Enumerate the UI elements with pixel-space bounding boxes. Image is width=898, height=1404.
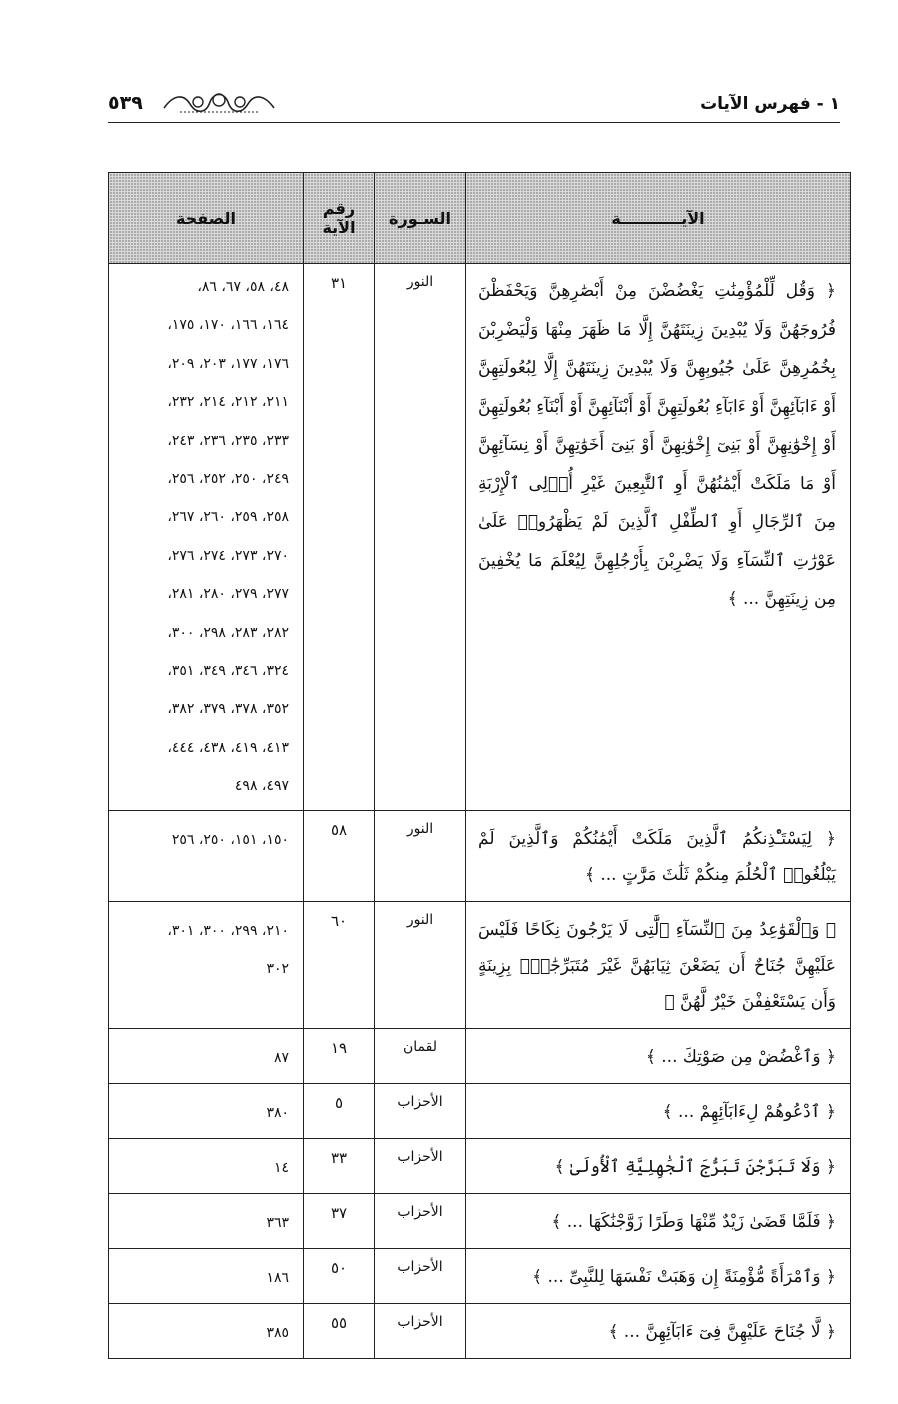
surah-name: الأحزاب xyxy=(375,1193,466,1248)
verse-number: ٣١ xyxy=(304,264,375,811)
page-reference-line: ٨٧ xyxy=(273,1049,289,1066)
page-reference-line: ١٦٤، ١٦٦، ١٧٠، ١٧٥، xyxy=(167,317,289,334)
page-reference-line: ٢٥٨، ٢٥٩، ٢٦٠، ٢٦٧، xyxy=(167,509,289,526)
page-reference-line: ٢٣٣، ٢٣٥، ٢٣٦، ٢٤٣، xyxy=(167,432,289,449)
verse-text: ﴿ وَٱغْضُضْ مِن صَوْتِكَ ... ﴾ xyxy=(466,1028,851,1083)
surah-name: النور xyxy=(375,810,466,901)
page-reference-line: ٤١٣، ٤١٩، ٤٣٨، ٤٤٤، xyxy=(167,739,289,756)
page-references xyxy=(109,1028,304,1083)
page-references xyxy=(109,901,304,1028)
page-reference-line: ٢٤٩، ٢٥٠، ٢٥٢، ٢٥٦، xyxy=(167,471,289,488)
table-row xyxy=(109,901,851,1028)
verse-number: ٥٠ xyxy=(304,1248,375,1303)
verse-text: ﴿ وَلَا تَبَرَّجْنَ تَبَرُّجَ ٱلْجَٰهِلِيَّةِ ٱلْأُولَىٰ ﴾ xyxy=(466,1138,851,1193)
table-row xyxy=(109,810,851,901)
page-reference-line: ١٧٦، ١٧٧، ٢٠٣، ٢٠٩، xyxy=(167,355,289,372)
verse-text: ﴿ وَٱلْقَوَٰعِدُ مِنَ ٱلنِّسَآءِ ٱلَّٰتِى لَا يَرْجُونَ نِكَاحًا فَلَيْسَ عَلَيْهِنَّ جُنَاحٌ أَن يَضَعْنَ ثِيَابَهُنَّ غَيْرَ مُتَبَرِّجَٰتٍۭ بِزِينَةٍ وَأَن يَسْتَعْفِفْنَ خَيْرٌ لَّهُنَّ ﴾ xyxy=(466,901,851,1028)
page-reference-line: ٢٨٢، ٢٨٣، ٢٩٨، ٣٠٠، xyxy=(167,624,289,641)
table-row xyxy=(109,1303,851,1358)
page-references xyxy=(109,1303,304,1358)
section-title: ١ - فهرس الآيات xyxy=(700,94,840,114)
page-reference-line: ٢٧٧، ٢٧٩، ٢٨٠، ٢٨١، xyxy=(167,586,289,603)
verse-text: ﴿ لِيَسْتَـْٔذِنكُمُ ٱلَّذِينَ مَلَكَتْ أَيْمَٰنُكُمْ وَٱلَّذِينَ لَمْ يَبْلُغُوا۟ ٱلْحُلُمَ مِنكُمْ ثَلَٰثَ مَرَّٰتٍ ... ﴾ xyxy=(466,810,851,901)
page-references xyxy=(109,1193,304,1248)
table-row xyxy=(109,1248,851,1303)
page-reference-line: ٢٧٠، ٢٧٣، ٢٧٤، ٢٧٦، xyxy=(167,547,289,564)
verse-number: ٦٠ xyxy=(304,901,375,1028)
verse-index-table xyxy=(108,172,851,1359)
table-row xyxy=(109,1138,851,1193)
table-header-row xyxy=(109,173,851,264)
page-reference-line: ٤٨، ٥٨، ٦٧، ٨٦، xyxy=(197,279,289,295)
surah-name: النور xyxy=(375,901,466,1028)
page-references xyxy=(109,1138,304,1193)
table-row xyxy=(109,264,851,811)
page-reference-line: ٣٢٤، ٣٤٦، ٣٤٩، ٣٥١، xyxy=(167,663,289,680)
header-verse-number: رقم الآية xyxy=(304,173,375,264)
page-number: ٥٣٩ xyxy=(108,92,143,114)
verse-number: ٣٧ xyxy=(304,1193,375,1248)
page-reference-line: ١٨٦ xyxy=(266,1269,289,1286)
surah-name: لقمان xyxy=(375,1028,466,1083)
verse-number: ٥٥ xyxy=(304,1303,375,1358)
verse-text: ﴿ ٱدْعُوهُمْ لِءَابَآئِهِمْ ... ﴾ xyxy=(466,1083,851,1138)
page-reference-line: ٢١١، ٢١٢، ٢١٤، ٢٣٢، xyxy=(167,394,289,411)
page-reference-line: ٣٨٥ xyxy=(266,1324,289,1341)
page-header xyxy=(108,84,840,130)
page-reference-line: ٣٨٠ xyxy=(266,1104,289,1121)
verse-text: ﴿ وَقُل لِّلْمُؤْمِنَٰتِ يَغْضُضْنَ مِنْ أَبْصَٰرِهِنَّ وَيَحْفَظْنَ فُرُوجَهُنَّ وَلَا يُبْدِينَ زِينَتَهُنَّ إِلَّا مَا ظَهَرَ مِنْهَا وَلْيَضْرِبْنَ بِخُمُرِهِنَّ عَلَىٰ جُيُوبِهِنَّ وَلَا يُبْدِينَ زِينَتَهُنَّ إِلَّا لِبُعُولَتِهِنَّ أَوْ ءَابَآئِهِنَّ أَوْ ءَابَآءِ بُعُولَتِهِنَّ أَوْ أَبْنَآئِهِنَّ أَوْ أَبْنَآءِ بُعُولَتِهِنَّ أَوْ إِخْوَٰنِهِنَّ أَوْ بَنِىٓ إِخْوَٰنِهِنَّ أَوْ بَنِىٓ أَخَوَٰتِهِنَّ أَوْ نِسَآئِهِنَّ أَوْ مَا مَلَكَتْ أَيْمَٰنُهُنَّ أَوِ ٱلتَّٰبِعِينَ غَيْرِ أُو۟لِى ٱلْإِرْبَةِ مِنَ ٱلرِّجَالِ أَوِ ٱلطِّفْلِ ٱلَّذِينَ لَمْ يَظْهَرُوا۟ عَلَىٰ عَوْرَٰتِ ٱلنِّسَآءِ وَلَا يَضْرِبْنَ بِأَرْجُلِهِنَّ لِيُعْلَمَ مَا يُخْفِينَ مِن زِينَتِهِنَّ ... ﴾ xyxy=(466,264,851,811)
header-pages: الصفحة xyxy=(109,173,304,264)
verse-text: ﴿ فَلَمَّا قَضَىٰ زَيْدٌ مِّنْهَا وَطَرًا زَوَّجْنَٰكَهَا ... ﴾ xyxy=(466,1193,851,1248)
surah-name: الأحزاب xyxy=(375,1303,466,1358)
table-row xyxy=(109,1193,851,1248)
verse-number: ٣٣ xyxy=(304,1138,375,1193)
surah-name: الأحزاب xyxy=(375,1248,466,1303)
page-references xyxy=(109,1083,304,1138)
verse-number: ٥٨ xyxy=(304,810,375,901)
surah-name: الأحزاب xyxy=(375,1083,466,1138)
verse-text: ﴿ وَٱمْرَأَةً مُّؤْمِنَةً إِن وَهَبَتْ نَفْسَهَا لِلنَّبِىِّ ... ﴾ xyxy=(466,1248,851,1303)
surah-name: النور xyxy=(375,264,466,811)
ornament-icon xyxy=(160,88,278,118)
page-references xyxy=(109,1248,304,1303)
verse-number: ١٩ xyxy=(304,1028,375,1083)
header-surah: السـورة xyxy=(375,173,466,264)
header-rule xyxy=(108,122,840,123)
verse-text: ﴿ لَّا جُنَاحَ عَلَيْهِنَّ فِىٓ ءَابَآئِهِنَّ ... ﴾ xyxy=(466,1303,851,1358)
page-reference-line: ٢١٠، ٢٩٩، ٣٠٠، ٣٠١، xyxy=(167,922,289,939)
page-reference-line: ١٥٠، ١٥١، ٢٥٠، ٢٥٦ xyxy=(171,831,289,848)
page-reference-line: ٤٩٧، ٤٩٨ xyxy=(234,778,289,795)
page-references xyxy=(109,810,304,901)
table-row xyxy=(109,1028,851,1083)
table-row xyxy=(109,1083,851,1138)
page-reference-line: ٣٠٢ xyxy=(266,961,289,978)
header-verse: الآيـــــــــــة xyxy=(466,173,851,264)
page-reference-line: ٣٦٣ xyxy=(266,1214,289,1231)
page-reference-line: ١٤ xyxy=(273,1159,289,1176)
verse-number: ٥ xyxy=(304,1083,375,1138)
page-reference-line: ٣٥٢، ٣٧٨، ٣٧٩، ٣٨٢، xyxy=(167,701,289,718)
surah-name: الأحزاب xyxy=(375,1138,466,1193)
page-references xyxy=(109,264,304,811)
